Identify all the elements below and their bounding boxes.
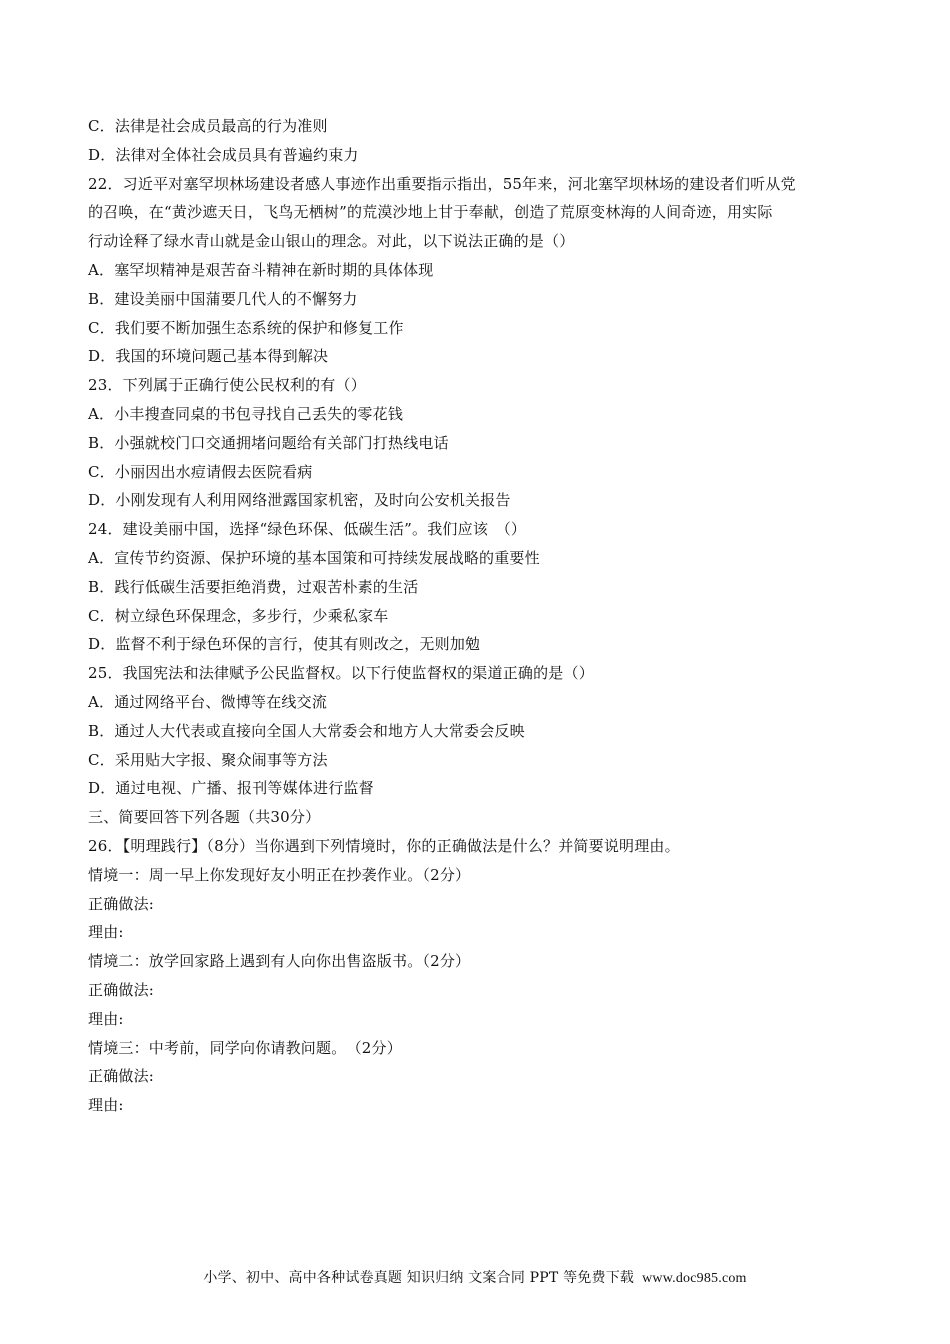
option-b-q22: B．建设美丽中国蒲要几代人的不懈努力 xyxy=(88,289,358,308)
option-c-q25: C．采用贴大字报、聚众闹事等方法 xyxy=(88,750,328,769)
scenario-1: 情境一：周一早上你发现好友小明正在抄袭作业。（2分） xyxy=(88,865,471,884)
option-d-q25: D．通过电视、广播、报刊等媒体进行监督 xyxy=(88,779,374,798)
scenario-3-reason: 理由: xyxy=(88,1096,124,1115)
option-b-q25: B．通过人大代表或直接向全国人大常委会和地方人大常委会反映 xyxy=(88,721,525,740)
option-c-q23: C．小丽因出水痘请假去医院看病 xyxy=(88,462,313,481)
option-a-q24: A．宣传节约资源、保护环境的基本国策和可持续发展战略的重要性 xyxy=(88,548,540,567)
question-22-line-2: 的召唤，在“黄沙遮天日，飞鸟无栖树”的荒漠沙地上甘于奉献，创造了荒原变林海的人间奇迹，用实际 xyxy=(88,203,773,222)
option-d-q22: D．我国的环境问题己基本得到解决 xyxy=(88,347,329,366)
option-a-q23: A．小丰搜查同桌的书包寻找自己丢失的零花钱 xyxy=(88,404,404,423)
option-a-q22: A．塞罕坝精神是艰苦奋斗精神在新时期的具体体现 xyxy=(88,260,434,279)
question-22-line-1: 22．习近平对塞罕坝林场建设者感人事迹作出重要指示指出，55年来，河北塞罕坝林场的建设者们听从党 xyxy=(88,174,796,193)
scenario-1-reason: 理由: xyxy=(88,923,124,942)
footer-text: 小学、初中、高中各种试卷真题 知识归纳 文案合同 PPT 等免费下载 xyxy=(203,1270,635,1286)
question-25: 25．我国宪法和法律赋予公民监督权。以下行使监督权的渠道正确的是（） xyxy=(88,664,594,683)
option-b-q23: B．小强就校门口交通拥堵问题给有关部门打热线电话 xyxy=(88,433,449,452)
option-a-q25: A．通过网络平台、微博等在线交流 xyxy=(88,692,328,711)
question-23: 23．下列属于正确行使公民权利的有（） xyxy=(88,376,366,395)
scenario-2-correct-approach: 正确做法: xyxy=(88,980,155,999)
scenario-2: 情境二：放学回家路上遇到有人向你出售盗版书。（2分） xyxy=(88,952,471,971)
scenario-3: 情境三：中考前，同学向你请教问题。 （2分） xyxy=(88,1038,402,1057)
option-c-q24: C．树立绿色环保理念，多步行，少乘私家车 xyxy=(88,606,389,625)
option-d-q21: D．法律对全体社会成员具有普遍约束力 xyxy=(88,145,359,164)
option-c-q21: C．法律是社会成员最高的行为准则 xyxy=(88,117,328,135)
question-22-line-3: 行动诠释了绿水青山就是金山银山的理念。对此，以下说法正确的是（） xyxy=(88,232,575,251)
footer-site-link[interactable]: www.doc985.com xyxy=(642,1271,747,1286)
option-b-q24: B．践行低碳生活要拒绝消费，过艰苦朴素的生活 xyxy=(88,577,419,596)
scenario-1-correct-approach: 正确做法: xyxy=(88,894,155,913)
document-body xyxy=(88,112,868,1120)
page-footer xyxy=(0,1268,950,1289)
section-3-heading: 三、简要回答下列各题（共30分） xyxy=(88,808,321,827)
question-24: 24．建设美丽中国，选择“绿色环保、低碳生活”。我们应该 （） xyxy=(88,520,527,539)
scenario-2-reason: 理由: xyxy=(88,1009,124,1028)
option-d-q24: D．监督不利于绿色环保的言行，使其有则改之，无则加勉 xyxy=(88,635,481,654)
question-26: 26．【明理践行】（8分）当你遇到下列情境时，你的正确做法是什么？并简要说明理由。 xyxy=(88,836,680,855)
scenario-3-correct-approach: 正确做法: xyxy=(88,1067,155,1086)
option-d-q23: D．小刚发现有人利用网络泄露国家机密，及时向公安机关报告 xyxy=(88,491,511,510)
option-c-q22: C．我们要不断加强生态系统的保护和修复工作 xyxy=(88,318,404,337)
